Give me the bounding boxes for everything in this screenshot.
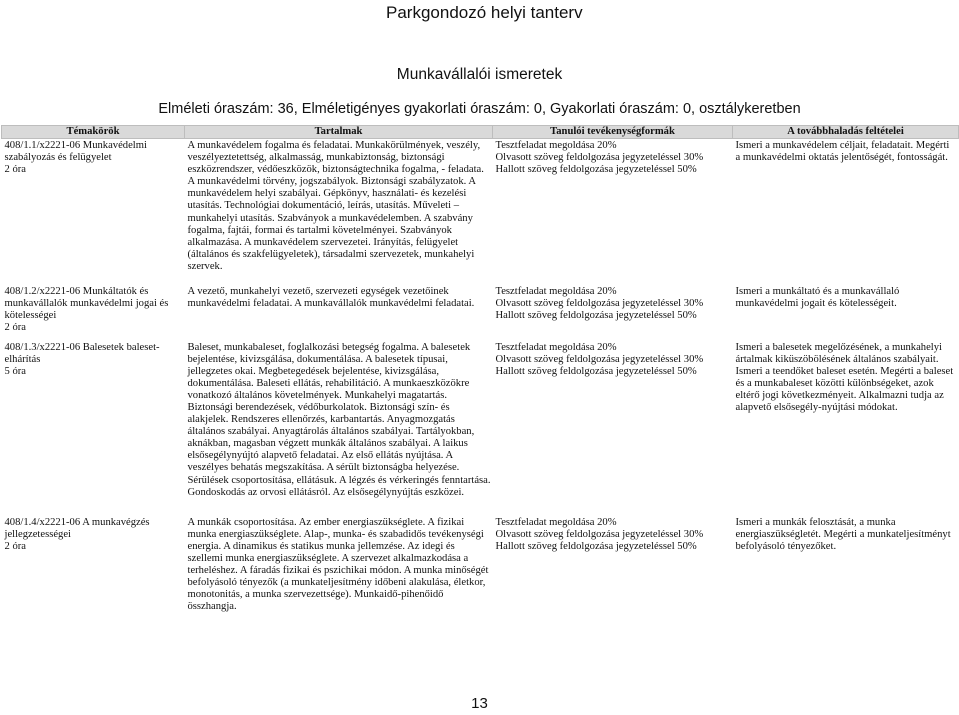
table-row <box>2 285 959 341</box>
theme-name-cont: kötelességei <box>4 309 57 321</box>
theme-hours: 2 óra <box>4 164 26 176</box>
activities-cell <box>493 341 733 516</box>
header-contents: Tartalmak <box>185 126 493 139</box>
content-cell <box>185 285 493 341</box>
content-text: A vezető, munkahelyi vezető, szervezeti egységek vezetőinek munkavédelmi feladatai. A munkavállalók munkavédelmi feladatai. <box>187 285 475 309</box>
activity-listening: Hallott szöveg feldolgozása jegyzeteléssel 50% <box>495 309 697 321</box>
activity-test: Tesztfeladat megoldása 20% <box>495 285 617 297</box>
activity-reading: Olvasott szöveg feldolgozása jegyzeteléssel 30% <box>495 152 704 164</box>
activity-reading: Olvasott szöveg feldolgozása jegyzeteléssel 30% <box>495 297 704 309</box>
section-subtitle: Elméleti óraszám: 36, Elméletigényes gyakorlati óraszám: 0, Gyakorlati óraszám: 0, osztálykeretben <box>158 101 801 117</box>
theme-code: 408/1.2/x2221-06 Munkáltatók és <box>4 285 149 297</box>
theme-name: munkavállalók munkavédelmi jogai és <box>4 297 169 309</box>
prereq-text: Ismeri a munkák felosztását, a munka energiaszükségletét. Megérti a munkateljesítményt befolyásoló tényezőket. <box>735 516 951 552</box>
activity-test: Tesztfeladat megoldása 20% <box>495 140 617 151</box>
content-cell <box>185 139 493 285</box>
theme-code: 408/1.1/x2221-06 Munkavédelmi <box>4 140 147 151</box>
theme-name: elhárítás <box>4 353 41 365</box>
content-text: Baleset, munkabaleset, foglalkozási betegség fogalma. A balesetek bejelentése, kivizsgálása, dokumentálása. A balesetek típusai, jellegzetes okai. Megbetegedések bejelentése, kivizsgálása, dokumentálása. Baleseti ellátás, rehabilitáció. A munkaeszközökre vonatkozó általános követelmények. Munkahelyi magatartás. Biztonsági berendezések, védőburkolatok. Biztonsági szín- és alakjelek. Rendszeres ellenőrzés, karbantartás. Anyagmozgatás általános szabályai. Anyagtárolás általános szabályai. Tartályokban, aknákban, magasban végzett munkák általános szabályai. A laikus elsősegélynyújtó alapvető feladatai. Az első ellátás nyújtása. A veszélyes behatás megszakítása. A sérült biztonságba helyezése. Sérülések csoportosítása, ellátásuk. A légzés és vérkeringés fenntartása. Gondoskodás az orvosi ellátásról. Az elsősegélynyújtás eszközei. <box>187 341 491 498</box>
prereq-cell <box>733 341 959 516</box>
theme-hours: 2 óra <box>4 540 26 552</box>
header-activities: Tanulói tevékenységformák <box>493 126 733 139</box>
activity-test: Tesztfeladat megoldása 20% <box>495 516 617 528</box>
activity-listening: Hallott szöveg feldolgozása jegyzeteléssel 50% <box>495 540 697 552</box>
prereq-cell <box>733 516 959 626</box>
table-row <box>2 139 959 285</box>
theme-code: 408/1.4/x2221-06 A munkavégzés <box>4 516 150 528</box>
theme-name: szabályozás és felügyelet <box>4 152 112 164</box>
theme-code: 408/1.3/x2221-06 Balesetek baleset- <box>4 341 160 353</box>
theme-cell <box>2 516 185 626</box>
prereq-text: Ismeri a munkáltató és a munkavállaló munkavédelmi jogait és kötelességeit. <box>735 285 900 309</box>
content-cell <box>185 341 493 516</box>
theme-hours: 2 óra <box>4 321 26 333</box>
header-prerequisites: A továbbhaladás feltételei <box>733 126 959 139</box>
activities-cell <box>493 139 733 285</box>
activities-cell <box>493 285 733 341</box>
table-row <box>2 341 959 516</box>
page-header: Parkgondozó helyi tanterv <box>386 3 583 22</box>
theme-hours: 5 óra <box>4 365 26 377</box>
activity-test: Tesztfeladat megoldása 20% <box>495 341 617 353</box>
activity-reading: Olvasott szöveg feldolgozása jegyzeteléssel 30% <box>495 528 704 540</box>
prereq-cell <box>733 139 959 285</box>
section-title: Munkavállalói ismeretek <box>396 66 563 83</box>
theme-cell <box>2 285 185 341</box>
content-cell <box>185 516 493 626</box>
activities-cell <box>493 516 733 626</box>
theme-name: jellegzetességei <box>4 528 71 540</box>
activity-listening: Hallott szöveg feldolgozása jegyzeteléssel 50% <box>495 365 697 377</box>
table-row <box>2 516 959 626</box>
content-text: A munkák csoportosítása. Az ember energiaszükséglete. A fizikai munka energiaszükséglete. Alap-, munka- és szabadidős tevékenységi energia. A dinamikus és statikus munka jellemzése. Az idegi és szellemi munka energiaszükséglete. A szervezet alkalmazkodása a terheléshez. A fáradás fizikai és pszichikai módon. A munka minőségét befolyásoló tényezők (a munkateljesítmény időbeni alakulása, életkor, monotonitás, a munka szervezettsége). Munkaidő-pihenőidő összhangja. <box>187 516 489 613</box>
content-text: A munkavédelem fogalma és feladatai. Munkakörülmények, veszély, veszélyeztetettség, alkalmasság, munkabiztonság, biztonsági eszközrendszer, védőeszközök, biztonságtechnika fogalma, - feladata. A munkavédelmi törvény, jogszabályok. Biztonsági szabályzatok. A munkavédelem helyi szabályai. Gépkönyv, használati- és kezelési utasítás. Technológiai dokumentáció, leírás, utasítás. Műveleti – munkahelyi utasítás. Szabványok a munkavédelemben. A szabvány fogalma, fajtái, formai és tartalmi követelményei. Szabványok alkalmazása. A munkavédelem szervezetei. Irányítás, felügyelet (általános és szakfelügyeletek), társadalmi szervezetek, munkahelyi szervek. <box>187 140 484 272</box>
prereq-text: Ismeri a balesetek megelőzésének, a munkahelyi ártalmak kiküszöbölésének általános szabályait. Ismeri a teendőket baleset esetén. Megérti a baleset és a munkabaleset közötti különbségeket, azok eltérő jogi következményeit. Alkalmazni tudja az alapvető elsősegély-nyújtási módokat. <box>735 341 954 413</box>
activity-listening: Hallott szöveg feldolgozása jegyzeteléssel 50% <box>495 164 697 176</box>
activity-reading: Olvasott szöveg feldolgozása jegyzeteléssel 30% <box>495 353 704 365</box>
theme-cell <box>2 341 185 516</box>
prereq-cell <box>733 285 959 341</box>
theme-cell <box>2 139 185 285</box>
prereq-text: Ismeri a munkavédelem céljait, feladatait. Megérti a munkavédelmi oktatás jelentőségét, fontosságát. <box>735 140 950 164</box>
header-topics: Témakörök <box>2 126 185 139</box>
curriculum-table <box>1 125 959 626</box>
table-header-row <box>2 126 959 139</box>
page-number: 13 <box>471 695 488 712</box>
